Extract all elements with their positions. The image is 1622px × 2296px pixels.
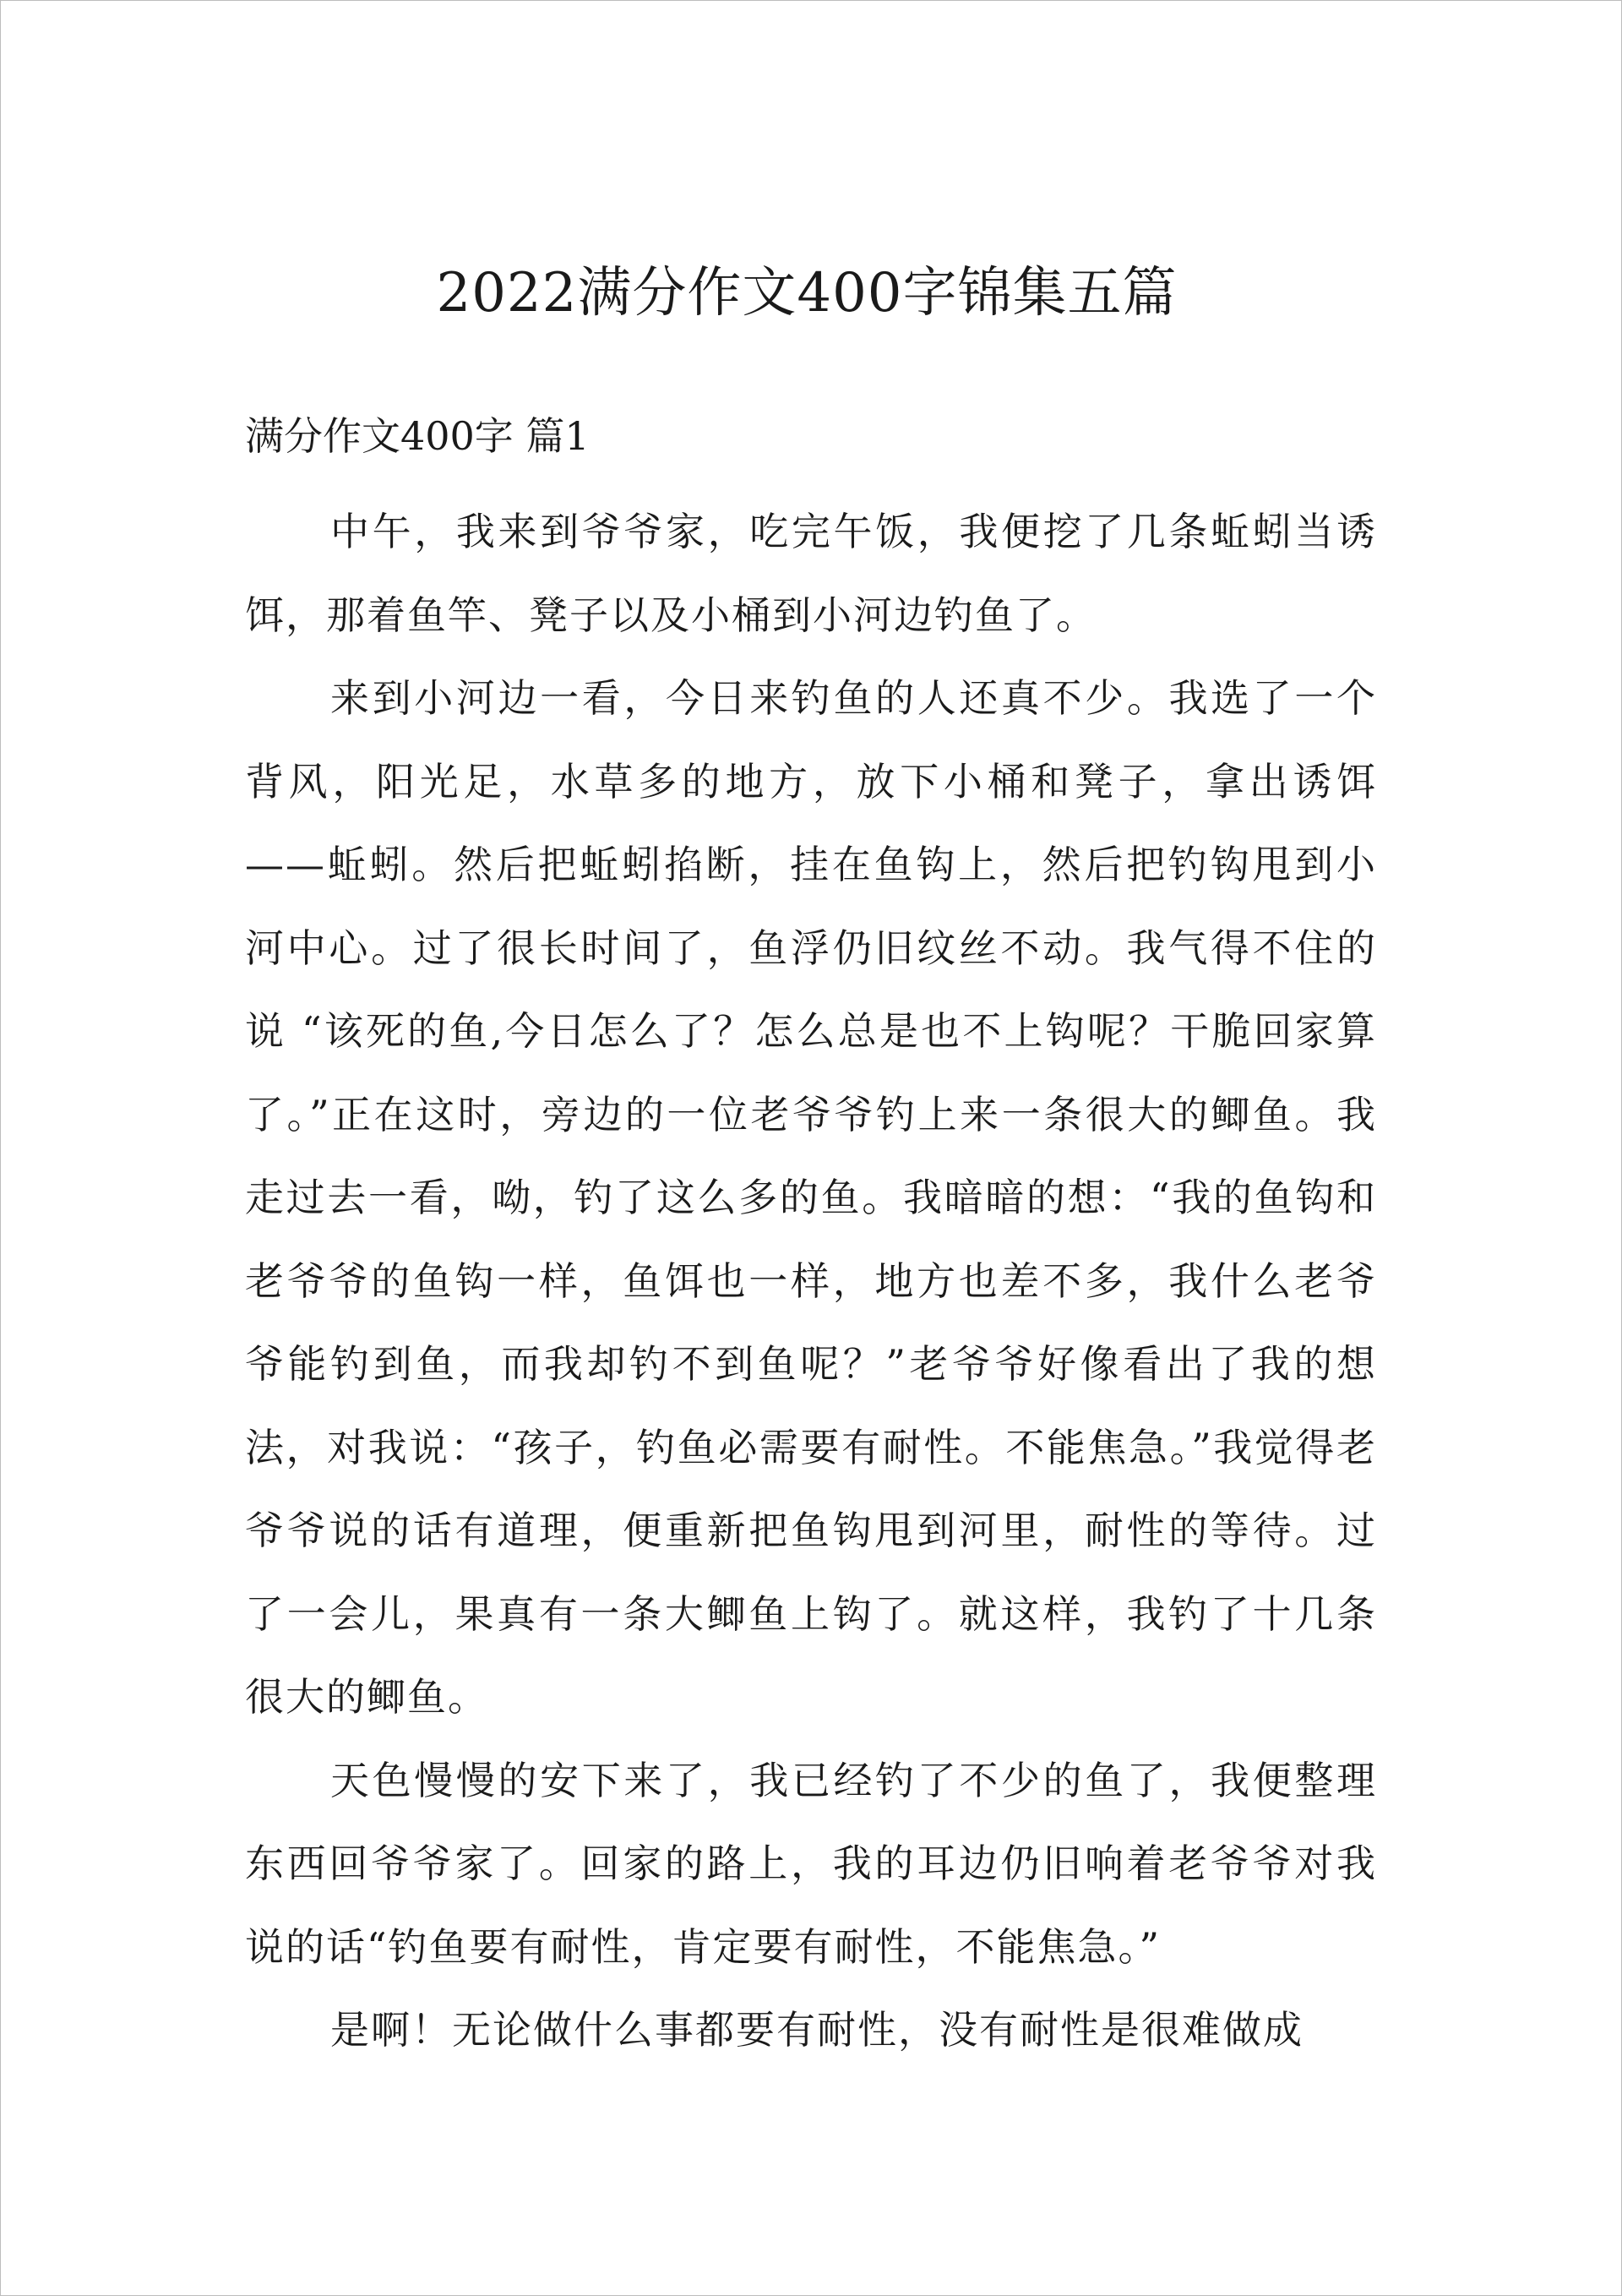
paragraph: 来到小河边一看，今日来钓鱼的人还真不少。我选了一个背风，阳光足，水草多的地方，放下小桶和凳子，拿出诱饵——蚯蚓。然后把蚯蚓掐断，挂在鱼钩上，然后把钓钩甩到小河中心。过了很长时间了，鱼浮仍旧纹丝不动。我气得不住的说 “该死的鱼,今日怎么了？怎么总是也不上钩呢？干脆回家算了。”正在这时，旁边的一位老爷爷钓上来一条很大的鲫鱼。我走过去一看，呦，钓了这么多的鱼。我暗暗的想：“我的鱼钩和老爷爷的鱼钩一样，鱼饵也一样，地方也差不多，我什么老爷爷能钓到鱼，而我却钓不到鱼呢？”老爷爷好像看出了我的想法，对我说：“孩子，钓鱼必需要有耐性。不能焦急。”我觉得老爷爷说的话有道理，便重新把鱼钩甩到河里，耐性的等待。过了一会儿，果真有一条大鲫鱼上钩了。就这样，我钓了十几条很大的鲫鱼。: [245, 675, 1377, 1720]
document-body: [245, 490, 1377, 2072]
paragraph: 天色慢慢的安下来了，我已经钓了不少的鱼了，我便整理东西回爷爷家了。回家的路上，我的耳边仍旧响着老爷爷对我说的话“钓鱼要有耐性，肯定要有耐性，不能焦急。”: [245, 1757, 1377, 1970]
paragraph: 是啊！无论做什么事都要有耐性，没有耐性是很难做成: [330, 2007, 1304, 2053]
section-heading: 满分作文400字 篇1: [245, 413, 590, 459]
document-title: 2022满分作文400字锦集五篇: [436, 262, 1178, 324]
paragraph: 中午，我来到爷爷家，吃完午饭，我便挖了几条蚯蚓当诱饵，那着鱼竿、凳子以及小桶到小河边钓鱼了。: [245, 509, 1377, 638]
